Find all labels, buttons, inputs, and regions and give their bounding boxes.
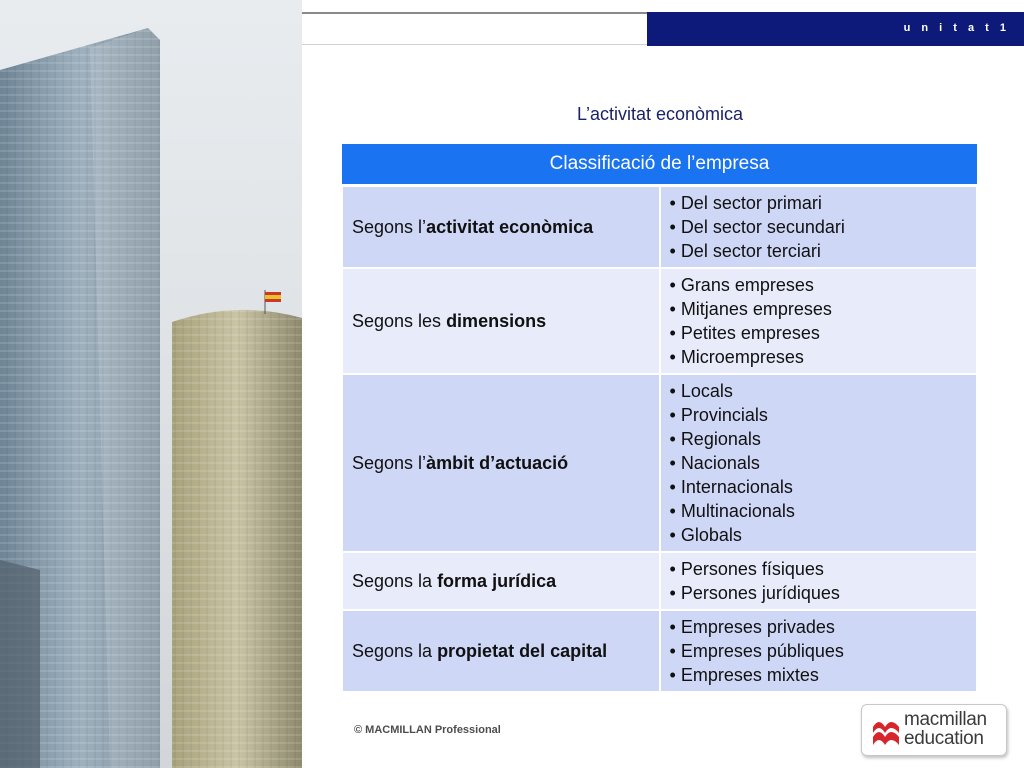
row-items (660, 552, 978, 610)
row-category: Segons la propietat del capital (342, 610, 660, 692)
list-item: • Empreses públiques (670, 639, 968, 663)
list-item: • Empreses privades (670, 615, 968, 639)
row-category: Segons l’activitat econòmica (342, 186, 660, 269)
list-item: • Del sector primari (670, 191, 968, 215)
list-item: • Globals (670, 523, 968, 547)
list-item: • Provincials (670, 403, 968, 427)
skyscraper-illustration (0, 0, 302, 768)
list-item: • Locals (670, 379, 968, 403)
table-row (342, 374, 977, 552)
list-item: • Del sector secundari (670, 215, 968, 239)
macmillan-mark-icon (872, 713, 900, 747)
row-items (660, 268, 978, 374)
list-item: • Persones físiques (670, 557, 968, 581)
slide-title: L’activitat econòmica (576, 104, 744, 124)
list-item: • Mitjanes empreses (670, 297, 968, 321)
list-item: • Empreses mixtes (670, 663, 968, 687)
list-item: • Multinacionals (670, 499, 968, 523)
table-row (342, 552, 977, 610)
row-items (660, 374, 978, 552)
unit-label: u n i t a t 1 (903, 22, 1010, 34)
table-row (342, 268, 977, 374)
unit-header-bar (647, 12, 1024, 46)
row-items (660, 610, 978, 692)
table-row (342, 610, 977, 692)
list-item: • Petites empreses (670, 321, 968, 345)
logo-text (904, 710, 987, 748)
logo-line-2: education (904, 728, 984, 749)
table-header: Classificació de l’empresa (342, 144, 977, 186)
row-category: Segons l’àmbit d’actuació (342, 374, 660, 552)
skyscraper-photo (0, 0, 302, 768)
logo-line-1: macmillan (904, 709, 987, 730)
list-item: • Regionals (670, 427, 968, 451)
classification-table (341, 144, 978, 693)
table-row (342, 186, 977, 269)
macmillan-logo (861, 704, 1007, 756)
list-item: • Nacionals (670, 451, 968, 475)
list-item: • Grans empreses (670, 273, 968, 297)
header-divider (302, 12, 647, 45)
list-item: • Microempreses (670, 345, 968, 369)
list-item: • Internacionals (670, 475, 968, 499)
copyright-notice: © MACMILLAN Professional (354, 724, 501, 736)
row-items (660, 186, 978, 269)
list-item: • Del sector terciari (670, 239, 968, 263)
row-category: Segons les dimensions (342, 268, 660, 374)
row-category: Segons la forma jurídica (342, 552, 660, 610)
list-item: • Persones jurídiques (670, 581, 968, 605)
